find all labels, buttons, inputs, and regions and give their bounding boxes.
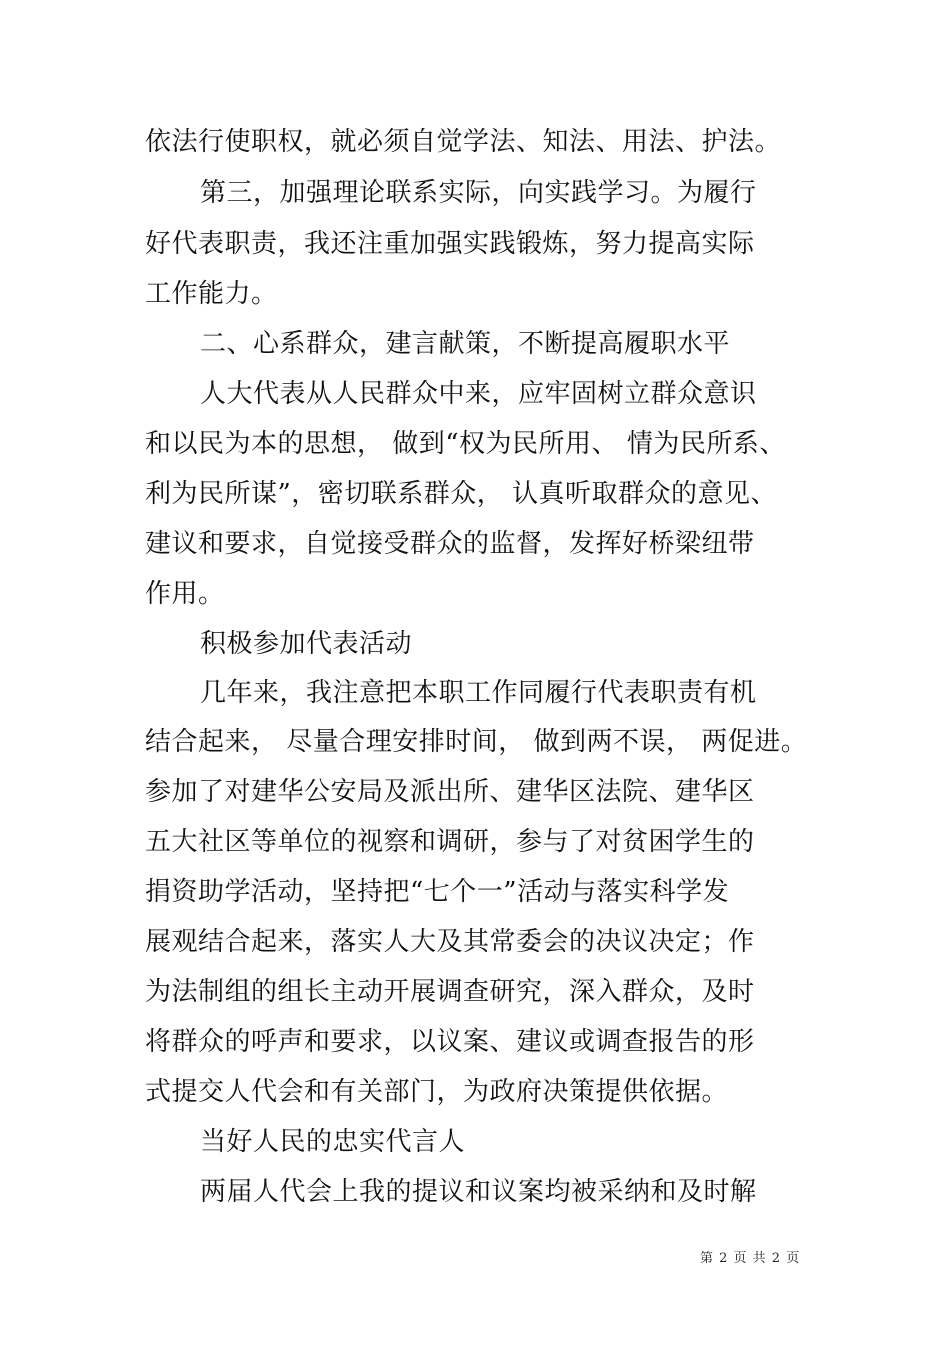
text-line-8: 利为民所谋”，密切联系群众， 认真听取群众的意见、 (145, 479, 778, 509)
text-line-9: 建议和要求，自觉接受群众的监督，发挥好桥梁纽带 (145, 529, 755, 559)
text-line-15: 五大社区等单位的视察和调研，参与了对贫困学生的 (145, 827, 755, 857)
text-line-17: 展观结合起来，落实人大及其常委会的决议决定；作 (145, 927, 755, 957)
text-line-14: 参加了对建华公安局及派出所、建华区法院、建华区 (145, 777, 755, 807)
text-line-22: 两届人代会上我的提议和议案均被采纳和及时解 (200, 1177, 757, 1207)
text-line-6: 人大代表从人民群众中来，应牢固树立群众意识 (200, 379, 757, 409)
page-number-footer: 第 2 页 共 2 页 (700, 1251, 801, 1266)
subheading-spokesperson: 当好人民的忠实代言人 (200, 1127, 466, 1157)
text-line-18: 为法制组的组长主动开展调查研究，深入群众，及时 (145, 977, 755, 1007)
text-line-16: 捐资助学活动，坚持把“七个一”活动与落实科学发 (145, 877, 730, 907)
text-line-3: 好代表职责，我还注重加强实践锻炼，努力提高实际 (145, 229, 755, 259)
text-line-12: 几年来，我注意把本职工作同履行代表职责有机 (200, 678, 757, 708)
section-heading-2: 二、心系群众，建言献策，不断提高履职水平 (200, 329, 731, 359)
text-line-4: 工作能力。 (145, 279, 278, 309)
text-line-10: 作用。 (145, 579, 225, 609)
text-line-19: 将群众的呼声和要求，以议案、建议或调查报告的形 (145, 1027, 755, 1057)
text-line-1: 依法行使职权，就必须自觉学法、知法、用法、护法。 (145, 127, 782, 157)
text-line-7: 和以民为本的思想， 做到“权为民所用、 情为民所系、 (145, 429, 786, 459)
text-line-13: 结合起来， 尽量合理安排时间， 做到两不误， 两促进。 (145, 727, 808, 757)
subheading-activities: 积极参加代表活动 (200, 629, 413, 659)
text-line-2: 第三，加强理论联系实际，向实践学习。为履行 (200, 178, 757, 208)
text-line-20: 式提交人代会和有关部门，为政府决策提供依据。 (145, 1077, 729, 1107)
